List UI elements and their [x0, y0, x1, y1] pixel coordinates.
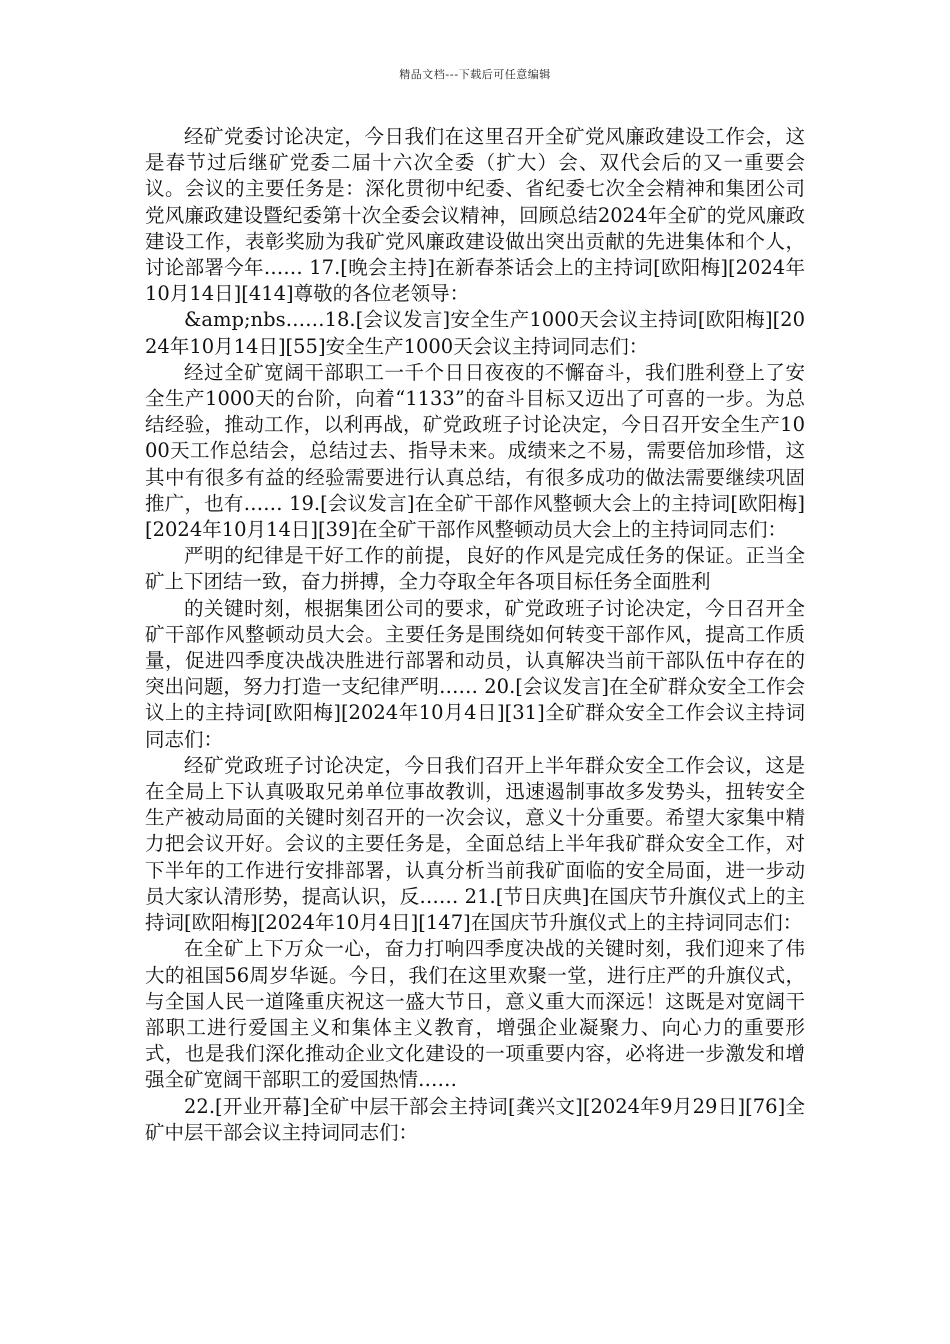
paragraph-7: 在全矿上下万众一心，奋力打响四季度决战的关键时刻，我们迎来了伟大的祖国56周岁华诞。今日，我们在这里欢聚一堂，进行庄严的升旗仪式，与全国人民一道隆重庆祝这一盛大节日，意义重大而深远！这既是对宽阔干部职工进行爱国主义和集体主义教育，增强企业凝聚力、向心力的重要形式，也是我们深化推动企业文化建设的一项重要内容，必将进一步激发和增强全矿宽阔干部职工的爱国热情…… [145, 937, 805, 1092]
paragraph-3: 经过全矿宽阔干部职工一千个日日夜夜的不懈奋斗，我们胜利登上了安全生产1000天的台阶，向着“1133”的奋斗目标又迈出了可喜的一步。为总结经验，推动工作，以利再战，矿党政班子讨论决定，今日召开安全生产1000天工作总结会，总结过去、指导未来。成绩来之不易，需要倍加珍惜，这其中有很多有益的经验需要进行认真总结，有很多成功的做法需要继续巩固推广，也有…… 19.[会议发言]在全矿干部作风整顿大会上的主持词[欧阳梅][2024年10月14日][39]在全矿干部作风整顿动员大会上的主持词同志们： [145, 360, 805, 542]
document-body [145, 124, 805, 1146]
paragraph-4: 严明的纪律是干好工作的前提，良好的作风是完成任务的保证。正当全矿上下团结一致，奋力拼搏，全力夺取全年各项目标任务全面胜利 [145, 544, 805, 594]
paragraph-5: 的关键时刻，根据集团公司的要求，矿党政班子讨论决定，今日召开全矿干部作风整顿动员大会。主要任务是围绕如何转变干部作风，提高工作质量，促进四季度决战决胜进行部署和动员，认真解决当前干部队伍中存在的突出问题，努力打造一支纪律严明…… 20.[会议发言]在全矿群众安全工作会议上的主持词[欧阳梅][2024年10月4日][31]全矿群众安全工作会议主持词同志们： [145, 596, 805, 751]
paragraph-2: &amp;nbs……18.[会议发言]安全生产1000天会议主持词[欧阳梅][2024年10月14日][55]安全生产1000天会议主持词同志们： [145, 308, 805, 358]
paragraph-8: 22.[开业开幕]全矿中层干部会主持词[龚兴文][2024年9月29日][76]全矿中层干部会议主持词同志们： [145, 1094, 805, 1144]
page-header: 精品文档---下载后可任意编辑 [399, 68, 551, 81]
paragraph-1: 经矿党委讨论决定，今日我们在这里召开全矿党风廉政建设工作会，这是春节过后继矿党委二届十六次全委（扩大）会、双代会后的又一重要会议。会议的主要任务是：深化贯彻中纪委、省纪委七次全会精神和集团公司党风廉政建设暨纪委第十次全委会议精神，回顾总结2024年全矿的党风廉政建设工作，表彰奖励为我矿党风廉政建设做出突出贡献的先进集体和个人，讨论部署今年…… 17.[晚会主持]在新春茶话会上的主持词[欧阳梅][2024年10月14日][414]尊敬的各位老领导： [145, 125, 805, 306]
paragraph-6: 经矿党政班子讨论决定，今日我们召开上半年群众安全工作会议，这是在全局上下认真吸取兄弟单位事故教训，迅速遏制事故多发势头，扭转安全生产被动局面的关键时刻召开的一次会议，意义十分重要。希望大家集中精力把会议开好。会议的主要任务是，全面总结上半年我矿群众安全工作，对下半年的工作进行安排部署，认真分析当前我矿面临的安全局面，进一步动员大家认清形势，提高认识，反…… 21.[节日庆典]在国庆节升旗仪式上的主持词[欧阳梅][2024年10月4日][147]在国庆节升旗仪式上的主持词同志们： [145, 753, 805, 935]
